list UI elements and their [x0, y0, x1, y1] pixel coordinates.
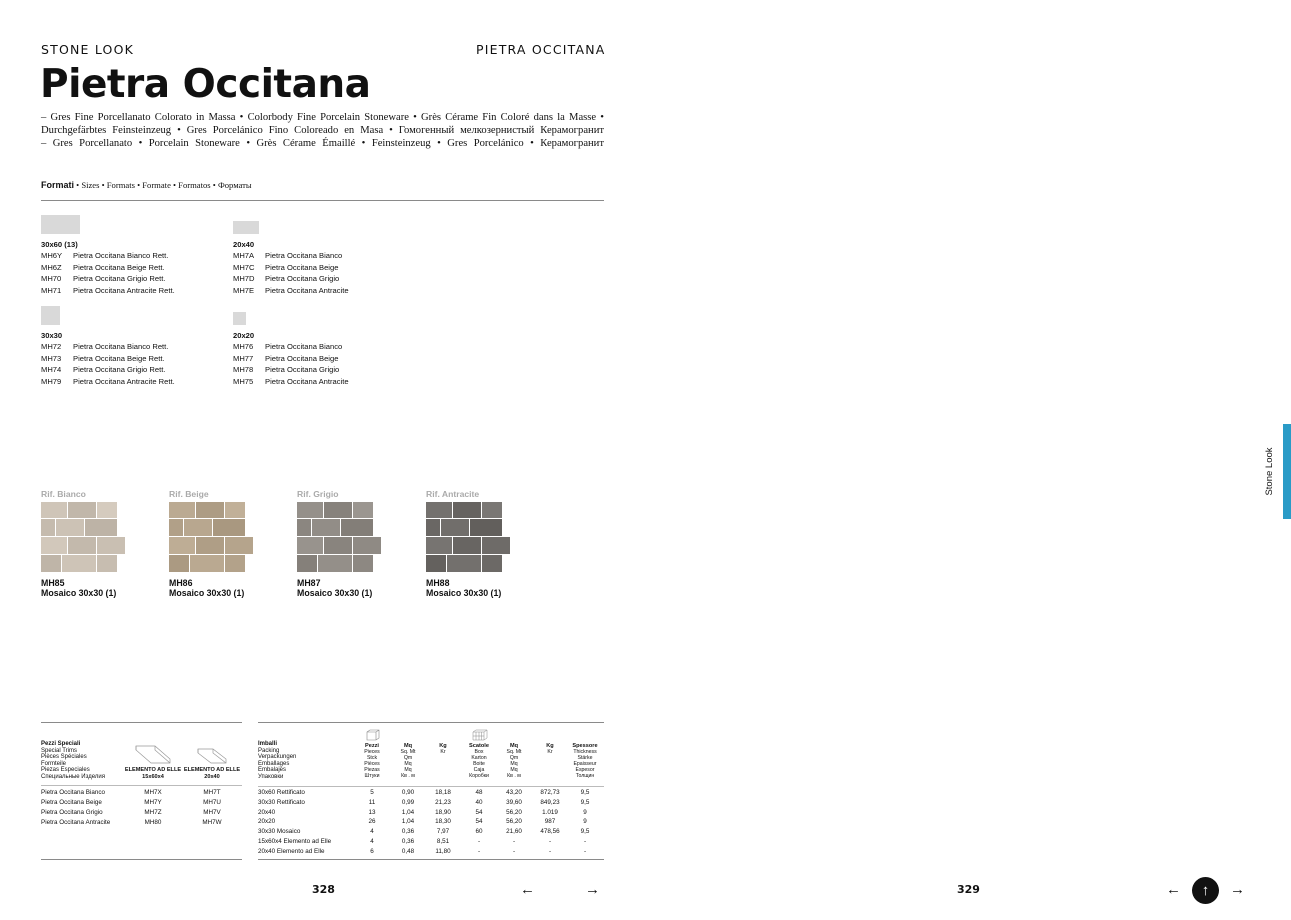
mosaic-tile-piece [470, 519, 502, 536]
item-name: Pietra Occitana Beige Rett. [73, 262, 165, 272]
mosaic-tile-piece [353, 537, 381, 554]
heading-line: Специальные Изделия [41, 773, 105, 780]
packing-value-cell: - [477, 847, 481, 855]
mosaic-tile-piece [426, 502, 452, 518]
description-line: – Gres Porcellanato • Porcelain Stoneware • Grès Cérame Émaillé • Feinsteinzeug • Gres Porcelánico • Керамогранит [41, 138, 604, 150]
special-trims-heading [41, 741, 105, 780]
header-line: Kg [546, 743, 554, 749]
packing-value-cell: 18,30 [435, 818, 451, 826]
heading-line: Упаковки [258, 773, 284, 780]
next-page-arrow-icon[interactable]: → [585, 881, 600, 898]
header-line: Piezas [364, 767, 380, 773]
mosaic-tile-piece [169, 555, 189, 572]
l-element-icon [195, 745, 229, 767]
trim-code-cell: MH7Y [144, 799, 162, 806]
mosaic-tile-image [297, 502, 381, 572]
trim-code-cell: MH7Z [144, 809, 162, 816]
page-number-left: 328 [312, 883, 335, 896]
header-line: Mq [510, 767, 518, 773]
page-title: Pietra Occitana [40, 62, 371, 107]
mosaic-tile-image [426, 502, 510, 572]
packing-value-cell: 6 [370, 847, 374, 855]
header-line: Sq. Mt [400, 749, 416, 755]
divider [258, 786, 604, 787]
mosaic-grigio [297, 489, 412, 598]
heading-line: Packing [258, 747, 280, 754]
mosaic-beige [169, 489, 284, 598]
item-code: MH6Y [41, 251, 63, 261]
trim-code-cell: MH7V [203, 809, 221, 816]
header-line: Box [474, 749, 484, 755]
packing-value-cell: 0,36 [401, 838, 415, 845]
page-number-right: 329 [957, 883, 980, 896]
list-item [41, 353, 175, 364]
header-line: Spessore [572, 743, 598, 749]
header-line: Qm [509, 755, 519, 761]
packing-value-cell: 43,20 [506, 789, 522, 796]
size-swatch [233, 221, 259, 234]
mosaic-tile-piece [453, 537, 481, 554]
packing-column-header [459, 743, 499, 779]
header-line: Qm [403, 755, 413, 761]
divider [41, 785, 242, 786]
column-header [124, 767, 182, 780]
packing-value-cell: 9 [583, 808, 587, 816]
mosaic-tile-piece [353, 555, 373, 572]
item-code: MH75 [233, 376, 254, 386]
size-block-20x40 [233, 221, 349, 296]
mosaic-code: MH85 [41, 578, 65, 588]
packing-format-cell: 20x20 [258, 818, 276, 826]
item-name: Pietra Occitana Beige [265, 353, 339, 363]
divider [41, 722, 242, 723]
header-line: Boite [473, 761, 485, 767]
packing-value-cell: 0,99 [401, 798, 415, 806]
mosaic-tile-piece [318, 555, 352, 572]
size-label: 30x60 (13) [41, 240, 78, 249]
header-line: Sq. Mt [506, 749, 522, 755]
heading-line: Special Trims [41, 747, 78, 754]
header-line: Кв . м [507, 773, 521, 779]
section-tab[interactable] [1283, 424, 1291, 519]
divider [258, 859, 604, 860]
header-line: Pezzi [365, 743, 379, 749]
item-name: Pietra Occitana Antracite Rett. [73, 285, 175, 295]
packing-value-cell: - [512, 838, 516, 845]
box-icon [472, 729, 488, 741]
divider [41, 859, 242, 860]
packing-value-cell: 849,23 [540, 798, 560, 806]
mosaic-tile-piece [97, 502, 117, 518]
item-code: MH77 [233, 353, 254, 363]
mosaic-tile-piece [190, 555, 224, 572]
item-name: Pietra Occitana Grigio [265, 274, 340, 284]
packing-value-cell: 54 [475, 818, 483, 826]
mosaic-tile-piece [297, 519, 311, 536]
mosaic-tile-piece [62, 555, 96, 572]
mosaic-tile-piece [441, 519, 469, 536]
formats-heading-bold: Formati [41, 180, 75, 190]
mosaic-reference: Rif. Grigio [297, 489, 339, 499]
size-label: 30x30 [41, 331, 63, 340]
list-item [233, 250, 349, 261]
packing-column-header [388, 743, 428, 779]
mosaic-tile-piece [68, 502, 96, 518]
item-name: Pietra Occitana Bianco [265, 342, 343, 352]
header-line: Stck [366, 755, 378, 761]
trim-code-cell: MH7X [144, 789, 162, 796]
packing-heading [258, 741, 296, 780]
prev-page-arrow-icon[interactable]: ← [520, 881, 535, 898]
header-line: 20x40 [204, 773, 220, 780]
packing-value-cell: - [548, 847, 552, 855]
collection-label: PIETRA OCCITANA [476, 42, 606, 57]
size-block-30x60 [41, 215, 175, 296]
packing-value-cell: 60 [475, 828, 483, 836]
packing-format-cell: 30x30 Mosaico [258, 828, 301, 836]
list-item [41, 364, 175, 375]
mosaic-tile-piece [453, 502, 481, 518]
item-code: MH71 [41, 285, 62, 295]
item-code: MH7A [233, 251, 255, 261]
list-item [41, 250, 175, 261]
list-item [233, 364, 349, 375]
mosaic-tile-piece [297, 555, 317, 572]
mosaic-tile-piece [426, 555, 446, 572]
mosaic-tile-piece [297, 537, 323, 554]
header-line: Mq [404, 767, 412, 773]
size-label: 20x40 [233, 240, 255, 249]
mosaic-tile-piece [447, 555, 481, 572]
item-code: MH74 [41, 365, 62, 375]
mosaic-tile-piece [482, 502, 502, 518]
trim-name-cell: Pietra Occitana Bianco [41, 789, 106, 796]
item-name: Pietra Occitana Grigio Rett. [73, 365, 166, 375]
header-line: Коробки [469, 773, 489, 779]
list-item [41, 341, 175, 352]
packing-value-cell: 4 [370, 828, 374, 836]
divider [258, 722, 604, 723]
mosaic-name: Mosaico 30x30 (1) [41, 588, 117, 598]
heading-line: Pezzi Speciali [41, 741, 81, 747]
mosaic-tile-piece [482, 555, 502, 572]
size-label: 20x20 [233, 331, 255, 340]
heading-line: Imballi [258, 741, 278, 747]
mosaic-tile-piece [426, 537, 452, 554]
size-block-30x30 [41, 306, 175, 387]
mosaic-tile-image [169, 502, 253, 572]
trim-code-cell: MH7U [203, 799, 221, 806]
packing-value-cell: 9,5 [580, 798, 590, 806]
packing-column-header [423, 743, 463, 755]
material-description [41, 111, 604, 151]
mosaic-tile-piece [297, 502, 323, 518]
arrow-up-icon: ↑ [1201, 882, 1210, 899]
packing-value-cell: 1,04 [401, 818, 415, 826]
header-line: Stärke [577, 755, 593, 761]
header-line: Mq [403, 743, 413, 749]
mosaic-antracite [426, 489, 541, 598]
packing-value-cell: 5 [370, 789, 374, 796]
packing-column-header [530, 743, 570, 755]
header-line: 15x60x4 [142, 773, 164, 780]
packing-column-header [565, 743, 605, 779]
mosaic-tile-piece [41, 555, 61, 572]
list-item [233, 341, 349, 352]
packing-value-cell: 40 [475, 798, 483, 806]
packing-value-cell: 987 [544, 818, 556, 826]
mosaic-tile-piece [41, 519, 55, 536]
trim-name-cell: Pietra Occitana Antracite [41, 819, 111, 826]
mosaic-tile-piece [341, 519, 373, 536]
item-name: Pietra Occitana Beige [265, 262, 339, 272]
l-element-icon [133, 741, 173, 767]
header-line: ELEMENTO AD ELLE [124, 767, 182, 773]
header-line: Karton [471, 755, 487, 761]
packing-value-cell: 8,51 [436, 838, 450, 845]
packing-value-cell: 56,20 [506, 818, 522, 826]
packing-value-cell: 11 [368, 798, 376, 806]
packing-value-cell: - [512, 847, 516, 855]
packing-value-cell: 48 [475, 789, 483, 796]
header-line: Thickness [573, 749, 597, 755]
mosaic-tile-piece [169, 537, 195, 554]
heading-line: Pièces Spéciales [41, 754, 87, 760]
mosaic-tile-piece [169, 502, 195, 518]
header-line: Штуки [364, 773, 380, 779]
item-name: Pietra Occitana Grigio [265, 365, 340, 375]
item-name: Pietra Occitana Beige Rett. [73, 353, 165, 363]
packing-value-cell: 0,48 [401, 847, 415, 855]
back-to-top-button[interactable] [1192, 877, 1219, 904]
header-line: Espesor [575, 767, 595, 773]
header-line: Kr [547, 749, 553, 755]
packing-format-cell: 15x60x4 Elemento ad Elle [258, 838, 332, 845]
packing-value-cell: 18,90 [435, 808, 451, 816]
mosaic-tile-image [41, 502, 125, 572]
packing-value-cell: - [583, 847, 587, 855]
header-line: Толщин [575, 773, 595, 779]
list-item [41, 273, 175, 284]
heading-line: Piezas Especiales [41, 767, 90, 773]
packing-value-cell: 21,60 [506, 828, 522, 836]
mosaic-tile-piece [41, 537, 67, 554]
item-code: MH7C [233, 262, 255, 272]
heading-line: Emballages [258, 760, 290, 767]
header-line: Scatole [469, 743, 489, 749]
mosaic-tile-piece [97, 537, 125, 554]
mosaic-tile-piece [56, 519, 84, 536]
heading-line: Embalajes [258, 767, 287, 773]
mosaic-tile-piece [169, 519, 183, 536]
item-name: Pietra Occitana Antracite Rett. [73, 376, 175, 386]
packing-format-cell: 30x60 Rettificato [258, 789, 305, 796]
list-item [41, 376, 175, 387]
heading-line: Formteile [41, 760, 67, 767]
header-line: Mq [509, 743, 519, 749]
header-line: Mq [510, 761, 518, 767]
packing-value-cell: 0,36 [401, 828, 415, 836]
item-code: MH76 [233, 342, 254, 352]
size-block-20x20 [233, 312, 349, 387]
packing-value-cell: 9 [583, 818, 587, 826]
packing-format-cell: 20x40 [258, 808, 276, 816]
packing-value-cell: 1,04 [401, 808, 415, 816]
list-item [233, 273, 349, 284]
size-swatch [41, 215, 80, 234]
header-line: ELEMENTO AD ELLE [183, 767, 241, 773]
size-swatch [41, 306, 60, 325]
list-item [233, 376, 349, 387]
item-code: MH79 [41, 376, 62, 386]
item-name: Pietra Occitana Antracite [265, 285, 349, 295]
packing-format-cell: 20x40 Elemento ad Elle [258, 847, 325, 855]
packing-value-cell: - [548, 838, 552, 845]
item-name: Pietra Occitana Grigio Rett. [73, 274, 166, 284]
header-line: Mq [404, 761, 412, 767]
mosaic-tile-piece [225, 555, 245, 572]
size-swatch [233, 312, 246, 325]
packing-value-cell: 9,5 [580, 828, 590, 836]
item-code: MH6Z [41, 262, 62, 272]
list-item [41, 262, 175, 273]
header-line: Кв . м [401, 773, 415, 779]
packing-value-cell: 39,60 [506, 798, 522, 806]
packing-value-cell: 478,56 [540, 828, 560, 836]
packing-value-cell: 11,80 [435, 847, 451, 855]
mosaic-name: Mosaico 30x30 (1) [426, 588, 502, 598]
trim-code-cell: MH80 [144, 819, 162, 826]
item-code: MH78 [233, 365, 254, 375]
mosaic-tile-piece [97, 555, 117, 572]
packing-value-cell: 872,73 [540, 789, 560, 796]
trim-name-cell: Pietra Occitana Grigio [41, 809, 103, 816]
packing-value-cell: 54 [475, 808, 483, 816]
item-code: MH7D [233, 274, 255, 284]
trim-code-cell: MH7T [203, 789, 221, 796]
item-code: MH72 [41, 342, 62, 352]
packing-value-cell: 21,23 [435, 798, 451, 806]
mosaic-tile-piece [482, 537, 510, 554]
packing-value-cell: 4 [370, 838, 374, 845]
packing-value-cell: 0,90 [401, 789, 415, 796]
header-line: Pieces [364, 749, 380, 755]
item-name: Pietra Occitana Antracite [265, 376, 349, 386]
mosaic-name: Mosaico 30x30 (1) [297, 588, 373, 598]
mosaic-code: MH88 [426, 578, 450, 588]
mosaic-reference: Rif. Antracite [426, 489, 480, 499]
packing-value-cell: 1.019 [542, 808, 558, 816]
section-label: STONE LOOK [41, 42, 135, 57]
item-name: Pietra Occitana Bianco [265, 251, 343, 261]
header-line: Kr [440, 749, 446, 755]
mosaic-reference: Rif. Bianco [41, 489, 86, 499]
section-tab-label: Stone Look [1264, 447, 1275, 496]
mosaic-code: MH87 [297, 578, 321, 588]
mosaic-tile-piece [68, 537, 96, 554]
mosaic-tile-piece [41, 502, 67, 518]
mosaic-bianco [41, 489, 156, 598]
list-item [41, 285, 175, 296]
header-line: Kg [439, 743, 447, 749]
formats-heading [41, 180, 252, 190]
mosaic-tile-piece [324, 502, 352, 518]
item-code: MH73 [41, 353, 62, 363]
mosaic-tile-piece [196, 537, 224, 554]
packing-format-cell: 30x30 Rettificato [258, 798, 305, 806]
packing-value-cell: 7,97 [436, 828, 450, 836]
item-code: MH7E [233, 285, 255, 295]
item-name: Pietra Occitana Bianco Rett. [73, 251, 169, 261]
mosaic-code: MH86 [169, 578, 193, 588]
header-line: Pièces [364, 761, 380, 767]
packing-column-header [352, 743, 392, 779]
column-header [183, 767, 241, 780]
prev-page-arrow-icon[interactable]: ← [1166, 881, 1181, 898]
mosaic-tile-piece [312, 519, 340, 536]
mosaic-tile-piece [196, 502, 224, 518]
description-line: – Gres Fine Porcellanato Colorato in Massa • Colorbody Fine Porcelain Stoneware • Grès Cérame Fin Coloré dans la Masse • [41, 112, 604, 123]
item-name: Pietra Occitana Bianco Rett. [73, 342, 169, 352]
header-line: Caja [473, 767, 485, 773]
list-item [233, 262, 349, 273]
description-line: Durchgefärbtes Feinsteinzeug • Gres Porcelánico Fino Coloreado en Masa • Гомогенный мелкозернистый Керамогранит [41, 125, 604, 137]
divider [41, 200, 604, 201]
packing-value-cell: - [583, 838, 587, 845]
item-code: MH70 [41, 274, 62, 284]
next-page-arrow-icon[interactable]: → [1230, 881, 1245, 898]
pieces-icon [366, 729, 380, 741]
mosaic-reference: Rif. Beige [169, 489, 209, 499]
mosaic-tile-piece [426, 519, 440, 536]
formats-heading-translations: • Sizes • Formats • Formate • Formatos • Форматы [74, 180, 252, 190]
packing-value-cell: 18,18 [435, 789, 451, 796]
mosaic-tile-piece [225, 537, 253, 554]
packing-value-cell: 13 [368, 808, 376, 816]
mosaic-tile-piece [184, 519, 212, 536]
packing-value-cell: 26 [368, 818, 376, 826]
mosaic-tile-piece [213, 519, 245, 536]
heading-line: Verpackungen [258, 754, 297, 760]
packing-value-cell: 56,20 [506, 808, 522, 816]
list-item [233, 353, 349, 364]
mosaic-tile-piece [85, 519, 117, 536]
packing-column-header [494, 743, 534, 779]
packing-value-cell: - [477, 838, 481, 845]
mosaic-name: Mosaico 30x30 (1) [169, 588, 245, 598]
mosaic-tile-piece [324, 537, 352, 554]
mosaic-tile-piece [353, 502, 373, 518]
mosaic-tile-piece [225, 502, 245, 518]
list-item [233, 285, 349, 296]
trim-name-cell: Pietra Occitana Beige [41, 799, 102, 806]
header-line: Epaisseur [573, 761, 597, 767]
trim-code-cell: MH7W [202, 819, 222, 826]
packing-value-cell: 9,5 [580, 789, 590, 796]
